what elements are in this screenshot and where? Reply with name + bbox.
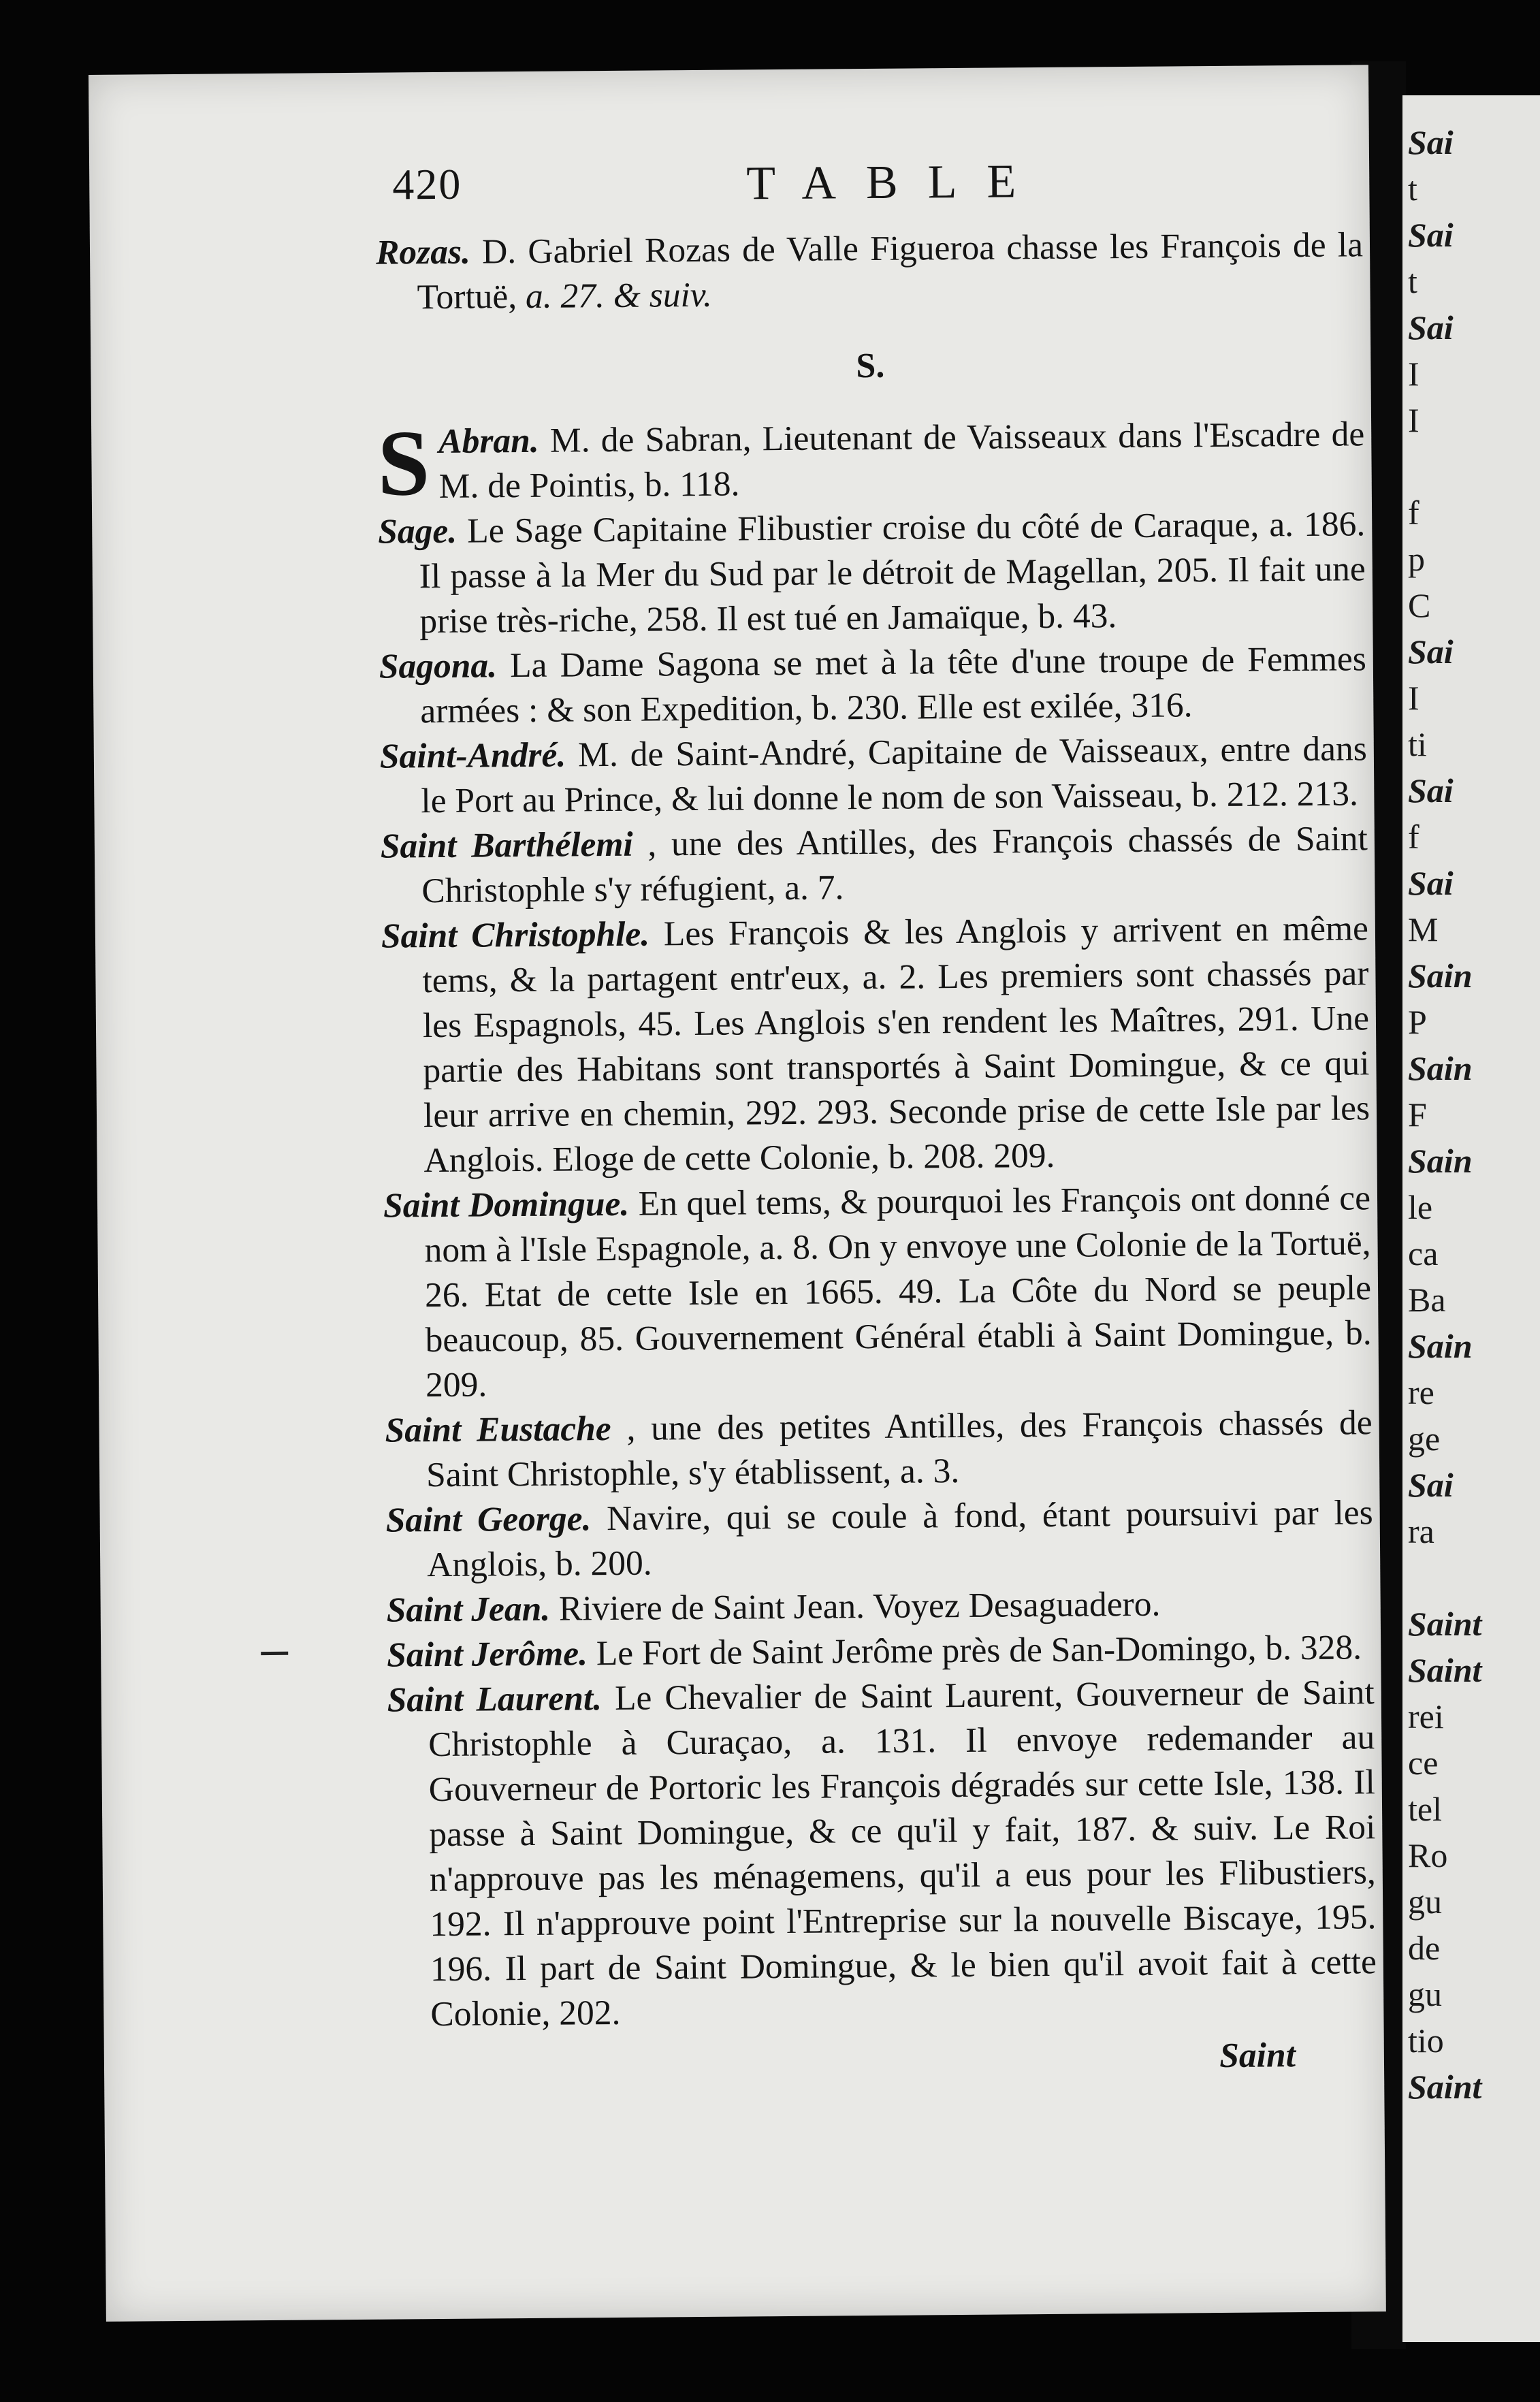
facing-page-fragment: ra (1408, 1512, 1434, 1550)
entry-text: Les François & les Anglois y arrivent en même tems, & la partagent entr'eux, a. 2. Les premiers sont chassés par les Espagnols, 45. Les Anglois s'en rendent les Maîtres, 291. Une partie des Habitans sont transportés à Saint Domingue, & ce qui leur arrive en chemin, 292. 293. Seconde prise de cette Isle par les Anglois. Eloge de cette Colonie, b. 208. 209. (422, 909, 1370, 1181)
facing-page-fragment: ge (1408, 1420, 1441, 1458)
margin-dash (261, 1652, 288, 1655)
facing-page-fragment: Saint (1408, 1651, 1482, 1689)
facing-page-fragment: F (1408, 1095, 1427, 1134)
entry-headword: Sagona. (379, 646, 498, 686)
facing-page-fragment: Sain (1408, 1049, 1473, 1087)
drop-capital: S (376, 411, 430, 515)
facing-page-edge (1402, 95, 1540, 2342)
facing-page-fragment: Sai (1408, 1466, 1454, 1504)
entry-text: La Dame Sagona se met à la tête d'une troupe de Femmes armées : & son Expedition, b. 230. Elle est exilée, 316. (420, 639, 1367, 731)
facing-page-fragment: I (1408, 355, 1419, 393)
facing-page-fragment: gu (1408, 1975, 1442, 2013)
facing-page-fragment: tel (1408, 1790, 1442, 1828)
entry-list (378, 502, 1377, 2037)
index-text (376, 223, 1377, 2085)
facing-page-fragment: Saint (1408, 1605, 1482, 1643)
facing-page-fragment: p (1408, 540, 1425, 578)
facing-page-fragment: ca (1408, 1234, 1439, 1272)
index-entry (381, 816, 1368, 914)
index-entry (385, 1400, 1373, 1498)
facing-page-fragment: Sai (1408, 216, 1454, 254)
page-header (392, 153, 1346, 221)
entry-text: , une des Antilles, des François chassés de Saint Christophle s'y réfugient, a. 7. (421, 819, 1368, 911)
index-entry (376, 223, 1364, 320)
facing-page-fragment: Sai (1408, 864, 1454, 902)
facing-page-fragment: Sai (1408, 632, 1454, 671)
book-page (89, 65, 1386, 2322)
entry-text: D. Gabriel Rozas de Valle Figueroa chasse les François de la Tortuë, (417, 225, 1364, 317)
facing-page-fragment: Ba (1408, 1281, 1446, 1319)
facing-page-fragment: Sain (1408, 1142, 1473, 1180)
facing-page-fragment: Ro (1408, 1836, 1448, 1874)
facing-page-fragment: Sai (1408, 771, 1454, 810)
entry-text: Le Sage Capitaine Flibustier croise du côté de Caraque, a. 186. Il passe à la Mer du Sud par le détroit de Magellan, 205. Il fait une prise très-riche, 258. Il est tué en Jamaïque, b. 43. (419, 505, 1366, 641)
facing-page-fragment: tio (1408, 2021, 1444, 2060)
facing-page-fragment: I (1408, 679, 1419, 717)
facing-page-fragment: f (1408, 494, 1419, 532)
index-entry (378, 502, 1366, 644)
index-entry (376, 411, 1365, 515)
entry-headword: Rozas. (375, 232, 471, 272)
facing-page-fragment: Sain (1408, 957, 1473, 995)
facing-page-fragment: le (1408, 1188, 1433, 1226)
index-entry (383, 1176, 1373, 1408)
entry-headword: Saint Jean. (386, 1589, 551, 1630)
index-entry (380, 726, 1368, 824)
index-entry (379, 637, 1367, 734)
facing-page-fragment: de (1408, 1929, 1441, 1967)
entry-headword: Saint-André. (379, 735, 566, 776)
facing-page-fragment: P (1408, 1003, 1427, 1041)
facing-page-fragment: Sai (1408, 123, 1454, 161)
catchword: Saint (1219, 2036, 1296, 2076)
facing-page-fragment: re (1408, 1373, 1434, 1411)
entry-text: M. de Saint-André, Capitaine de Vaisseaux, entre dans le Port au Prince, & lui donne le nom de son Vaisseau, b. 212. 213. (421, 729, 1368, 821)
facing-page-fragment: ce (1408, 1744, 1439, 1782)
facing-page-fragment: gu (1408, 1883, 1442, 1921)
facing-page-fragment: t (1408, 262, 1417, 300)
entry-headword: Sage. (378, 511, 458, 551)
entry-headword: Saint Eustache (385, 1409, 611, 1450)
facing-page-fragment: I (1408, 401, 1419, 439)
facing-page-fragment: Sai (1408, 308, 1454, 347)
facing-page-fragment: Saint (1408, 2068, 1482, 2106)
index-entry (387, 1625, 1374, 1678)
entry-text: Riviere de Saint Jean. Voyez Desaguadero. (558, 1584, 1161, 1629)
entry-headword: Abran. (438, 421, 539, 461)
entry-text: Navire, qui se coule à fond, étant poursuivi par les Anglois, b. 200. (426, 1493, 1373, 1585)
index-entry (386, 1580, 1373, 1633)
facing-page-fragment: C (1408, 586, 1431, 624)
entry-headword: Saint George. (385, 1499, 592, 1540)
entry-text: En quel tems, & pourquoi les François ont donné ce nom à l'Isle Espagnole, a. 8. On y envoye une Colonie de la Tortuë, 26. Etat de cette Isle en 1665. 49. La Côte du Nord se peuple beaucoup, 85. Gouvernement Général établi à Saint Domingue, b. 209. (424, 1179, 1372, 1405)
entry-headword: Saint Domingue. (383, 1184, 630, 1226)
entry-text: Le Fort de Saint Jerôme près de San-Domingo, b. 328. (596, 1628, 1362, 1674)
section-letter: S. (856, 346, 885, 386)
entry-headword: Saint Christophle. (381, 914, 650, 956)
entry-headword: Saint Barthélemi (380, 824, 633, 866)
facing-page-fragment: M (1408, 910, 1439, 948)
entry-text: Le Chevalier de Saint Laurent, Gouverneur de Saint Christophle à Curaçao, a. 131. Il envoye redemander au Gouverneur de Portoric les François dégradés sur cette Isle, 138. Il passe à Saint Domingue, & ce qu'il y fait, 187. & suiv. Le Roi n'approuve pas les ménagemens, qu'il a eus pour les Flibustiers, 192. Il n'approuve point l'Entreprise sur la nouvelle Biscaye, 195. 196. Il part de Saint Domingue, & le bien qu'il avoit fait à cette Colonie, 202. (428, 1673, 1377, 2034)
index-entry (381, 906, 1370, 1183)
index-entry (387, 1670, 1377, 2037)
index-entry (385, 1490, 1373, 1588)
facing-page-fragment: t (1408, 170, 1417, 208)
entry-text: M. de Sabran, Lieutenant de Vaisseaux dans l'Escadre de M. de Pointis, b. 118. (438, 415, 1365, 506)
running-title: TABLE (745, 155, 1046, 210)
entry-text: , une des petites Antilles, des François chassés de Saint Christophle, s'y établissent, a. 3. (426, 1403, 1373, 1495)
entry-reference: a. 27. & suiv. (525, 275, 712, 316)
entry-headword: Saint Jerôme. (387, 1634, 588, 1675)
facing-page-fragment: Sain (1408, 1327, 1473, 1365)
page-number: 420 (391, 159, 462, 209)
entry-headword: Saint Laurent. (387, 1679, 603, 1720)
facing-page-fragment: f (1408, 818, 1419, 856)
facing-page-fragment: rei (1408, 1697, 1444, 1735)
facing-page-fragment: ti (1408, 725, 1427, 763)
